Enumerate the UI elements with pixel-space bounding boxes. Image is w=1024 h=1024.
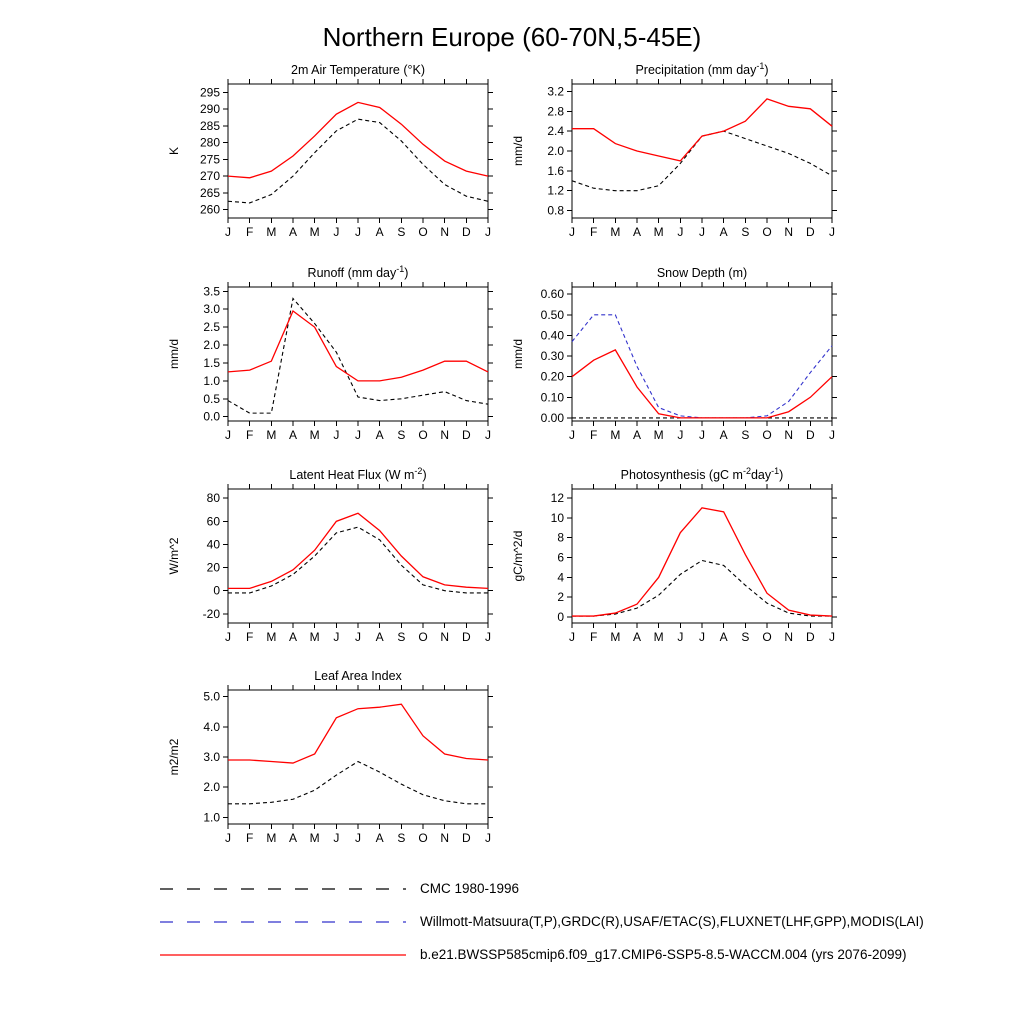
x-tick-label: J — [677, 630, 684, 644]
x-tick-label: D — [461, 428, 471, 442]
x-tick-label: J — [569, 428, 575, 442]
plot-frame — [228, 489, 488, 623]
y-tick-label: 80 — [206, 491, 220, 506]
x-tick-label: J — [225, 225, 231, 239]
series-model — [572, 508, 832, 616]
x-tick-label: N — [784, 630, 794, 644]
page-title: Northern Europe (60-70N,5-45E) — [322, 22, 702, 52]
x-tick-label: A — [288, 831, 298, 845]
y-tick-label: 1.5 — [203, 355, 220, 370]
x-tick-label: M — [610, 630, 621, 644]
y-tick-label: 4 — [557, 570, 564, 585]
x-tick-label: O — [762, 225, 772, 239]
legend-entry-model — [158, 938, 924, 971]
x-tick-label: M — [266, 630, 277, 644]
x-tick-label: M — [309, 630, 320, 644]
x-tick-label: A — [375, 225, 384, 239]
x-tick-label: N — [784, 225, 794, 239]
series-obs — [572, 315, 832, 418]
legend-label-observations: Willmott-Matsuura(T,P),GRDC(R),USAF/ETAC(S),FLUXNET(LHF,GPP),MODIS(LAI) — [420, 914, 924, 929]
x-tick-label: S — [741, 428, 750, 442]
y-tick-label: 265 — [199, 185, 220, 200]
x-tick-label: D — [805, 630, 815, 644]
x-tick-label: S — [741, 630, 750, 644]
runoff-chart — [148, 263, 508, 463]
x-tick-label: O — [762, 428, 772, 442]
y-tick-label: 270 — [199, 169, 220, 184]
chart-title: Photosynthesis (gC $m^{-2}day^{-1}$) — [620, 466, 784, 482]
x-tick-label: A — [288, 225, 298, 239]
chart-title: Latent Heat Flux (W $m^{-2}$) — [289, 466, 427, 482]
plot-frame — [572, 489, 832, 623]
x-tick-label: S — [397, 225, 406, 239]
x-tick-label: A — [719, 225, 728, 239]
y-tick-label: 0.0 — [203, 409, 220, 424]
y-tick-label: 10 — [550, 510, 564, 525]
y-axis-label: mm/d — [511, 339, 525, 369]
y-tick-label: 0.10 — [540, 390, 564, 405]
x-tick-label: J — [485, 831, 491, 845]
x-tick-label: F — [589, 225, 598, 239]
x-tick-label: F — [245, 225, 254, 239]
panel-leaf-area-index — [148, 666, 508, 866]
x-tick-label: J — [699, 630, 705, 644]
y-tick-label: 0.00 — [540, 410, 564, 425]
x-tick-label: D — [461, 225, 471, 239]
plot-frame — [572, 287, 832, 421]
y-axis-label: mm/d — [167, 339, 181, 369]
series-cmc — [572, 560, 832, 616]
y-tick-label: 40 — [206, 537, 220, 552]
y-tick-label: 3.5 — [203, 284, 220, 299]
panel-photosynthesis — [492, 465, 852, 665]
x-tick-label: A — [719, 428, 728, 442]
y-tick-label: 1.6 — [547, 163, 564, 178]
plot-frame — [572, 84, 832, 218]
plot-frame — [228, 690, 488, 824]
legend-line-observations — [158, 915, 408, 929]
x-tick-label: J — [829, 630, 835, 644]
plot-frame — [228, 287, 488, 421]
x-tick-label: J — [225, 630, 231, 644]
legend-label-cmc: CMC 1980-1996 — [420, 881, 520, 896]
y-tick-label: 285 — [199, 118, 220, 133]
legend-line-model — [158, 948, 408, 962]
y-tick-label: 60 — [206, 514, 220, 529]
chart-title: Precipitation (mm day$^{-1}$) — [635, 61, 769, 77]
series-cmc — [228, 119, 488, 203]
x-tick-label: D — [461, 630, 471, 644]
series-model — [228, 102, 488, 177]
x-tick-label: N — [440, 225, 450, 239]
x-tick-label: F — [245, 428, 254, 442]
y-tick-label: 5.0 — [203, 689, 220, 704]
x-tick-label: S — [397, 428, 406, 442]
y-tick-label: 0.20 — [540, 369, 564, 384]
x-tick-label: N — [784, 428, 794, 442]
x-tick-label: A — [719, 630, 728, 644]
x-tick-label: D — [461, 831, 471, 845]
x-tick-label: M — [309, 831, 320, 845]
y-tick-label: 260 — [199, 202, 220, 217]
x-tick-label: J — [333, 225, 340, 239]
y-axis-label: m2/m2 — [167, 738, 181, 776]
plot-frame — [228, 84, 488, 218]
y-tick-label: 0.8 — [547, 203, 564, 218]
panel-precipitation — [492, 60, 852, 260]
series-model — [572, 99, 832, 161]
legend-line-cmc — [158, 882, 408, 896]
x-tick-label: J — [677, 225, 684, 239]
x-tick-label: M — [266, 831, 277, 845]
x-tick-label: F — [589, 428, 598, 442]
panel-latent-heat-flux — [148, 465, 508, 665]
legend-label-model: b.e21.BWSSP585cmip6.f09_g17.CMIP6-SSP5-8.5-WACCM.004 (yrs 2076-2099) — [420, 947, 907, 962]
x-tick-label: A — [375, 630, 384, 644]
y-tick-label: 1.0 — [203, 373, 220, 388]
y-tick-label: 1.2 — [547, 183, 564, 198]
chart-title: Runoff (mm day$^{-1}$) — [307, 264, 409, 280]
x-tick-label: M — [653, 225, 664, 239]
y-axis-label: gC/m^2/d — [511, 530, 525, 582]
x-tick-label: J — [699, 428, 705, 442]
x-tick-label: J — [677, 428, 684, 442]
series-model — [228, 704, 488, 763]
x-tick-label: S — [397, 831, 406, 845]
y-tick-label: 2.0 — [203, 780, 220, 795]
x-tick-label: N — [440, 831, 450, 845]
x-tick-label: J — [333, 428, 340, 442]
x-tick-label: J — [829, 428, 835, 442]
x-tick-label: J — [485, 630, 491, 644]
x-tick-label: A — [375, 831, 384, 845]
x-tick-label: J — [333, 831, 340, 845]
leaf-area-index-chart — [148, 666, 508, 866]
y-tick-label: -20 — [202, 606, 220, 621]
x-tick-label: M — [266, 428, 277, 442]
x-tick-label: S — [397, 630, 406, 644]
legend-entry-cmc — [158, 872, 924, 905]
y-tick-label: 20 — [206, 560, 220, 575]
x-tick-label: M — [266, 225, 277, 239]
legend — [158, 872, 924, 971]
snow-depth-chart — [492, 263, 852, 463]
x-tick-label: F — [245, 630, 254, 644]
y-tick-label: 0.5 — [203, 391, 220, 406]
chart-title: Snow Depth (m) — [656, 266, 748, 280]
x-tick-label: D — [805, 225, 815, 239]
y-tick-label: 0.60 — [540, 287, 564, 302]
panel-air-temperature — [148, 60, 508, 260]
x-tick-label: A — [288, 428, 298, 442]
x-tick-label: J — [355, 831, 361, 845]
x-tick-label: A — [632, 630, 642, 644]
y-tick-label: 2.4 — [547, 124, 564, 139]
x-tick-label: O — [418, 630, 428, 644]
x-tick-label: N — [440, 630, 450, 644]
x-tick-label: A — [632, 428, 642, 442]
y-tick-label: 2.5 — [203, 320, 220, 335]
y-tick-label: 3.2 — [547, 84, 564, 99]
x-tick-label: M — [610, 225, 621, 239]
y-tick-label: 275 — [199, 152, 220, 167]
y-tick-label: 1.0 — [203, 810, 220, 825]
y-tick-label: 4.0 — [203, 719, 220, 734]
series-model — [572, 350, 832, 418]
x-tick-label: J — [355, 428, 361, 442]
latent-heat-flux-chart — [148, 465, 508, 665]
x-tick-label: A — [632, 225, 642, 239]
x-tick-label: J — [225, 831, 231, 845]
chart-title: Leaf Area Index — [314, 669, 402, 683]
series-cmc — [228, 298, 488, 413]
x-tick-label: O — [762, 630, 772, 644]
x-tick-label: J — [355, 630, 361, 644]
y-axis-label: mm/d — [511, 136, 525, 166]
x-tick-label: N — [440, 428, 450, 442]
y-tick-label: 6 — [557, 550, 564, 565]
y-tick-label: 12 — [550, 490, 564, 505]
x-tick-label: J — [225, 428, 231, 442]
y-tick-label: 0.30 — [540, 349, 564, 364]
air-temperature-chart — [148, 60, 508, 260]
panel-snow-depth — [492, 263, 852, 463]
x-tick-label: J — [333, 630, 340, 644]
x-tick-label: J — [485, 225, 491, 239]
y-tick-label: 2.8 — [547, 104, 564, 119]
y-tick-label: 0.50 — [540, 307, 564, 322]
y-tick-label: 2 — [557, 590, 564, 605]
x-tick-label: J — [569, 630, 575, 644]
series-model — [228, 513, 488, 588]
x-tick-label: A — [288, 630, 298, 644]
x-tick-label: J — [355, 225, 361, 239]
y-axis-label: W/m^2 — [167, 537, 181, 575]
x-tick-label: M — [653, 630, 664, 644]
y-tick-label: 2.0 — [547, 144, 564, 158]
x-tick-label: F — [589, 630, 598, 644]
x-tick-label: M — [610, 428, 621, 442]
x-tick-label: J — [485, 428, 491, 442]
y-tick-label: 2.0 — [203, 338, 220, 353]
y-axis-label: K — [167, 146, 181, 156]
chart-title: 2m Air Temperature (°K) — [291, 63, 425, 77]
y-tick-label: 295 — [199, 85, 220, 100]
x-tick-label: J — [569, 225, 575, 239]
y-tick-label: 3.0 — [203, 750, 220, 764]
x-tick-label: D — [805, 428, 815, 442]
x-tick-label: M — [309, 225, 320, 239]
y-tick-label: 280 — [199, 135, 220, 150]
x-tick-label: A — [375, 428, 384, 442]
y-tick-label: 290 — [199, 102, 220, 117]
x-tick-label: J — [699, 225, 705, 239]
x-tick-label: F — [245, 831, 254, 845]
photosynthesis-chart — [492, 465, 852, 665]
legend-entry-observations — [158, 905, 924, 938]
x-tick-label: M — [309, 428, 320, 442]
y-tick-label: 8 — [557, 530, 564, 545]
series-cmc — [228, 762, 488, 804]
y-tick-label: 0 — [213, 583, 220, 598]
series-model — [228, 311, 488, 381]
x-tick-label: M — [653, 428, 664, 442]
y-tick-label: 0.40 — [540, 328, 564, 343]
x-tick-label: O — [418, 225, 428, 239]
x-tick-label: O — [418, 428, 428, 442]
precipitation-chart — [492, 60, 852, 260]
y-tick-label: 0 — [557, 610, 564, 625]
x-tick-label: O — [418, 831, 428, 845]
panel-runoff — [148, 263, 508, 463]
y-tick-label: 3.0 — [203, 302, 220, 317]
x-tick-label: J — [829, 225, 835, 239]
x-tick-label: S — [741, 225, 750, 239]
